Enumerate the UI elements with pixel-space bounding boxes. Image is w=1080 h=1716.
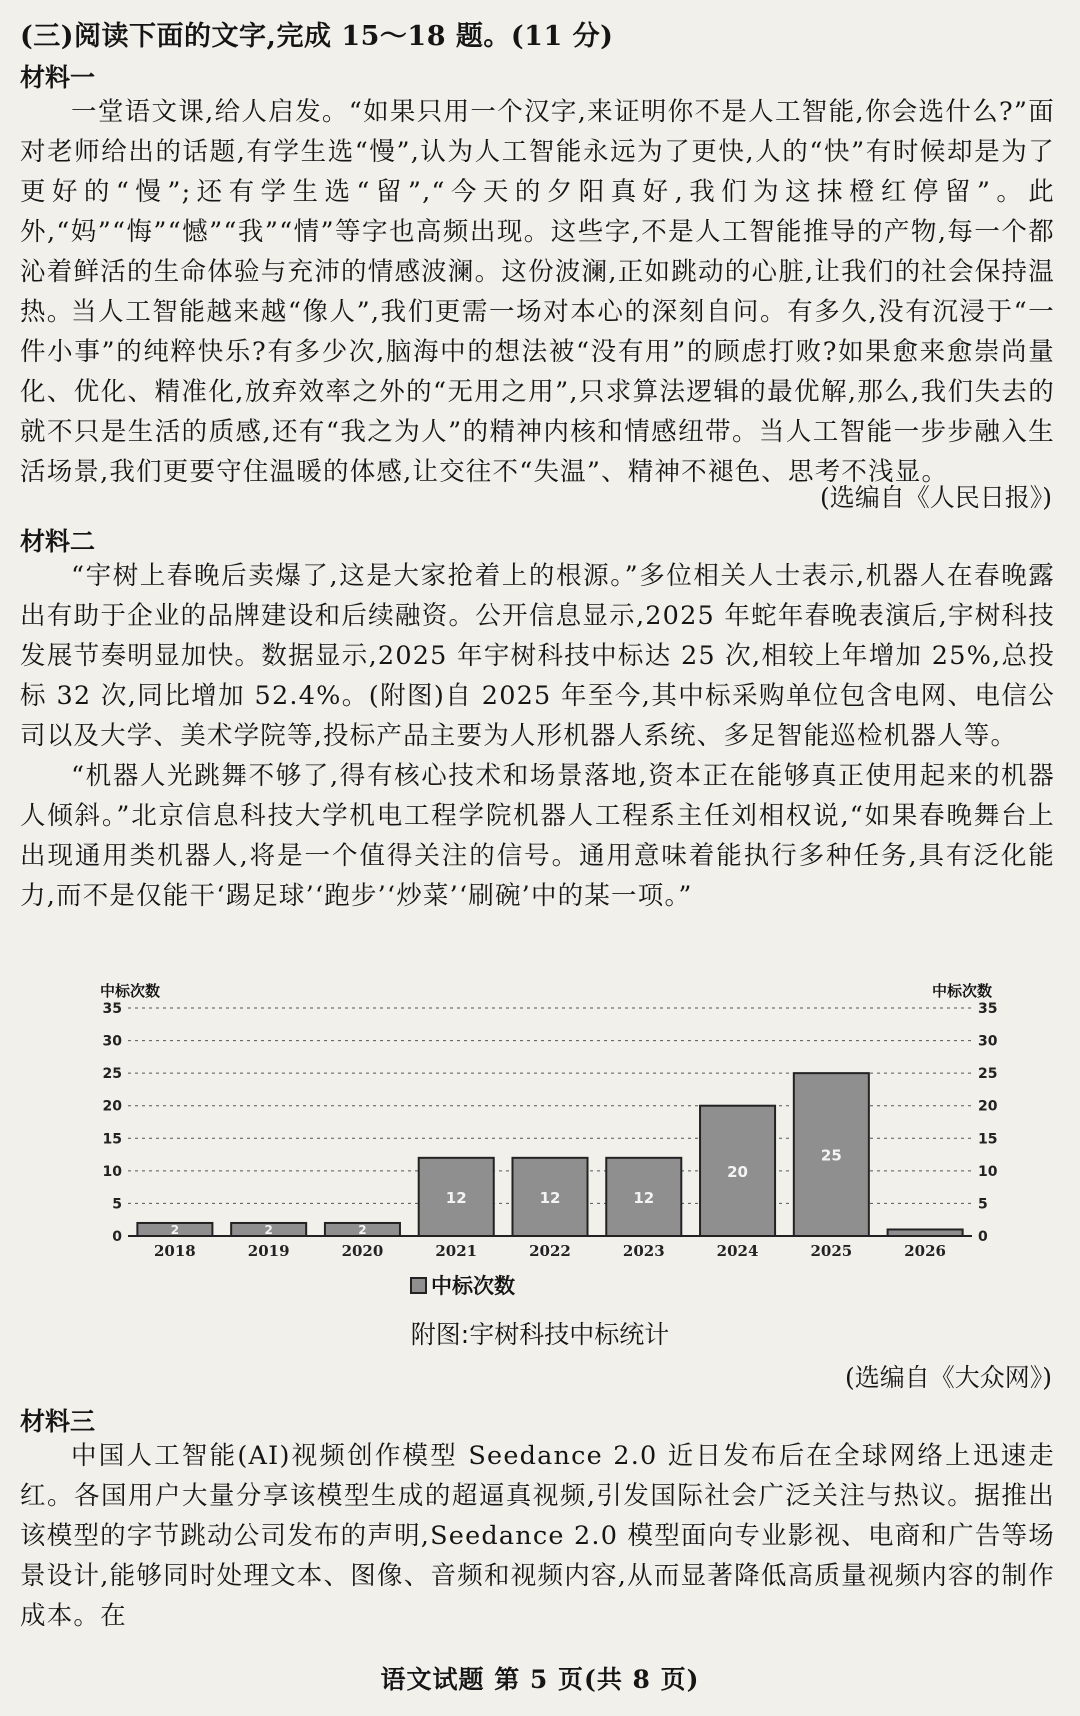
y-tick-label-right: 15 <box>978 1131 998 1148</box>
bar-data-label: 20 <box>727 1162 748 1181</box>
y-tick-label-left: 30 <box>102 1033 122 1050</box>
y-tick-label-left: 10 <box>102 1163 122 1180</box>
material1-heading: 材料一 <box>20 63 96 92</box>
material3-paragraph-1: 中国人工智能(AI)视频创作模型 Seedance 2.0 近日发布后在全球网络上迅速走红。各国用户大量分享该模型生成的超逼真视频,引发国际社会广泛关注与热议。据推出该模型的字节跳动公司发布的声明,Seedance 2.0 模型面向专业影视、电商和广告等场景设计,能够同时处理文本、图像、音频和视频内容,从而显著降低高质量视频内容的制作成本。在 <box>20 1441 1055 1631</box>
y-tick-label-left: 35 <box>102 1001 122 1017</box>
material2-paragraph-1: “宇树上春晚后卖爆了,这是大家抢着上的根源。”多位相关人士表示,机器人在春晚露出有助于企业的品牌建设和后续融资。公开信息显示,2025 年蛇年春晚表演后,宇树科技发展节奏明显加快。数据显示,2025 年宇树科技中标达 25 次,相较上年增加 25%,总投标 32 次,同比增加 52.4%。(附图)自 2025 年至今,其中标采购单位包含电网、电信公司以及大学、美术学院等,投标产品主要为人形机器人系统、多足智能巡检机器人等。 <box>20 561 1055 751</box>
material1-paragraph-1: 一堂语文课,给人启发。“如果只用一个汉字,来证明你不是人工智能,你会选什么?”面对老师给出的话题,有学生选“慢”,认为人工智能永远为了更快,人的“快”有时候却是为了更好的“慢”;还有学生选“留”,“今天的夕阳真好,我们为这抹橙红停留”。此外,“妈”“悔”“憾”“我”“情”等字也高频出现。这些字,不是人工智能推导的产物,每一个都沁着鲜活的生命体验与充沛的情感波澜。这份波澜,正如跳动的心脏,让我们的社会保持温热。 <box>20 97 1055 327</box>
bar-data-label: 2 <box>264 1223 273 1237</box>
chart-legend <box>410 1270 515 1300</box>
y-tick-label-left: 0 <box>112 1229 122 1245</box>
y-tick-label-right: 35 <box>978 1001 998 1017</box>
legend-label: 中标次数 <box>431 1274 515 1298</box>
x-tick-label: 2021 <box>435 1242 478 1260</box>
y-tick-label-left: 25 <box>102 1066 122 1083</box>
bar-data-label: 12 <box>633 1188 655 1207</box>
x-tick-label: 2022 <box>529 1242 571 1260</box>
y-axis-title-left: 中标次数 <box>100 982 161 1000</box>
material2-paragraph-2: “机器人光跳舞不够了,得有核心技术和场景落地,资本正在能够真正使用起来的机器人倾斜。”北京信息科技大学机电工程学院机器人工程系主任刘相权说,“如果春晚舞台上出现通用类机器人,将是一个值得关注的信号。通用意味着能执行多种任务,具有泛化能力,而不是仅能干‘踢足球’‘跑步’‘炒菜’‘刷碗’中的某一项。” <box>20 761 1055 911</box>
y-tick-label-right: 25 <box>978 1066 998 1083</box>
y-tick-label-right: 5 <box>978 1196 988 1213</box>
bar-data-label: 12 <box>445 1188 467 1207</box>
x-tick-label: 2026 <box>904 1242 946 1260</box>
material3-heading: 材料三 <box>20 1407 96 1436</box>
x-tick-label: 2023 <box>622 1242 665 1260</box>
material2-heading: 材料二 <box>20 527 96 556</box>
bar <box>888 1229 963 1236</box>
material2-source: (选编自《大众网》) <box>844 1363 1052 1392</box>
section-title: (三)阅读下面的文字,完成 15～18 题。(11 分) <box>20 21 614 52</box>
material1-source: (选编自《人民日报》) <box>819 483 1052 512</box>
legend-swatch <box>410 1277 427 1294</box>
bid-chart <box>100 980 1000 1298</box>
bar-chart-svg <box>100 980 1000 1270</box>
x-tick-label: 2025 <box>810 1242 853 1260</box>
material1-paragraph-2: 当人工智能越来越“像人”,我们更需一场对本心的深刻自问。有多久,没有沉浸于“一件小事”的纯粹快乐?有多少次,脑海中的想法被“没有用”的顾虑打败?如果愈来愈崇尚量化、优化、精准化,放弃效率之外的“无用之用”,只求算法逻辑的最优解,那么,我们失去的就不只是生活的质感,还有“我之为人”的精神内核和情感纽带。当人工智能一步步融入生活场景,我们更要守住温暖的体感,让交往不“失温”、精神不褪色、思考不浅显。 <box>20 297 1055 487</box>
y-tick-label-right: 0 <box>978 1229 988 1245</box>
bar-data-label: 25 <box>820 1146 842 1165</box>
chart-caption: 附图:宇树科技中标统计 <box>410 1320 670 1349</box>
x-tick-label: 2024 <box>716 1242 759 1260</box>
x-tick-label: 2020 <box>341 1242 384 1260</box>
y-tick-label-right: 30 <box>978 1033 998 1050</box>
y-tick-label-right: 10 <box>978 1163 998 1180</box>
x-tick-label: 2019 <box>247 1242 290 1260</box>
bar-data-label: 12 <box>539 1188 561 1207</box>
y-tick-label-right: 20 <box>978 1098 998 1115</box>
y-axis-title-right: 中标次数 <box>931 982 992 1000</box>
x-tick-label: 2018 <box>154 1242 196 1260</box>
y-tick-label-left: 15 <box>102 1131 122 1148</box>
y-tick-label-left: 5 <box>112 1196 122 1213</box>
page-footer: 语文试题 第 5 页(共 8 页) <box>380 1665 700 1694</box>
bar-data-label: 2 <box>358 1223 367 1237</box>
y-tick-label-left: 20 <box>102 1098 122 1115</box>
bar-data-label: 2 <box>170 1223 180 1237</box>
